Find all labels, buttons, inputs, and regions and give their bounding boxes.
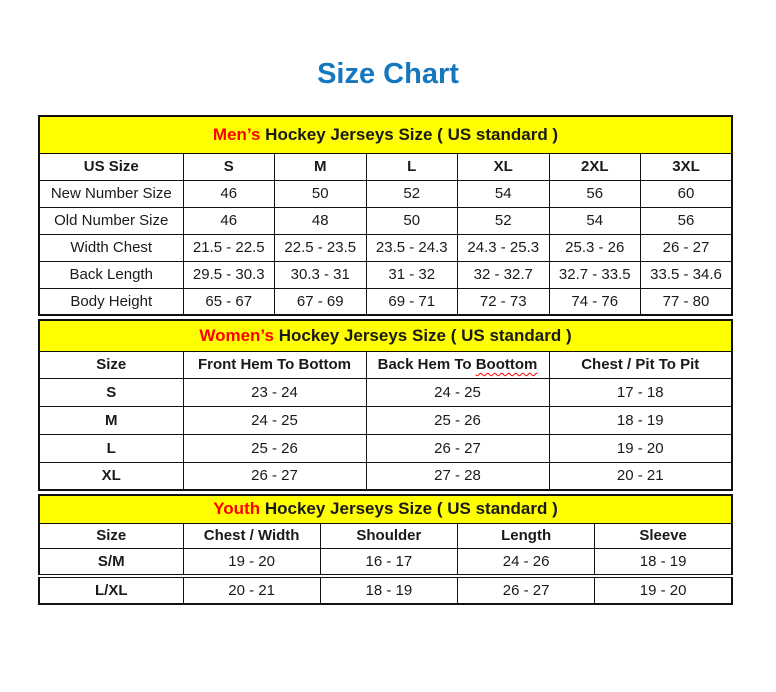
table-cell: 22.5 - 23.5 — [275, 234, 367, 261]
row-label: New Number Size — [39, 180, 183, 207]
table-cell: 19 - 20 — [595, 576, 732, 604]
misspelled-word-squiggle: Boottom — [475, 356, 538, 373]
table-row — [39, 406, 732, 434]
mens-size-table — [38, 115, 733, 316]
column-header — [366, 351, 549, 378]
caption-rest-text: Hockey Jerseys Size ( US standard ) — [260, 499, 558, 519]
table-cell: 31 - 32 — [366, 261, 458, 288]
table-cell: 69 - 71 — [366, 288, 458, 315]
row-label: Back Length — [39, 261, 183, 288]
table-cell: 18 - 19 — [549, 406, 732, 434]
column-header: Chest / Width — [183, 523, 320, 548]
row-label: XL — [39, 462, 183, 490]
column-header: 2XL — [549, 153, 641, 180]
page-title: Size Chart — [317, 58, 459, 90]
table-row — [39, 576, 732, 604]
table-cell: 24 - 26 — [458, 548, 595, 576]
table-cell: 54 — [549, 207, 641, 234]
row-label: S/M — [39, 548, 183, 576]
table-cell: 17 - 18 — [549, 378, 732, 406]
section-caption-row — [39, 495, 732, 523]
table-cell: 24.3 - 25.3 — [458, 234, 550, 261]
mens-size-section — [38, 115, 733, 316]
table-cell: 20 - 21 — [549, 462, 732, 490]
row-label: S — [39, 378, 183, 406]
youth-size-section — [38, 494, 733, 605]
table-cell: 23 - 24 — [183, 378, 366, 406]
table-row — [39, 180, 732, 207]
row-label: Old Number Size — [39, 207, 183, 234]
row-label: Body Height — [39, 288, 183, 315]
caption-highlight-text: Men’s — [212, 124, 261, 144]
womens-table-caption — [39, 320, 732, 351]
row-label: L — [39, 434, 183, 462]
table-cell: 77 - 80 — [641, 288, 733, 315]
row-label: M — [39, 406, 183, 434]
table-cell: 19 - 20 — [183, 548, 320, 576]
section-caption-row — [39, 320, 732, 351]
table-cell: 56 — [641, 207, 733, 234]
column-header: US Size — [39, 153, 183, 180]
table-cell: 24 - 25 — [183, 406, 366, 434]
column-header-prefix: Back Hem To — [377, 356, 476, 373]
table-cell: 30.3 - 31 — [275, 261, 367, 288]
table-cell: 67 - 69 — [275, 288, 367, 315]
youth-size-table — [38, 494, 733, 605]
column-header: S — [183, 153, 275, 180]
table-cell: 50 — [275, 180, 367, 207]
column-header: Size — [39, 523, 183, 548]
table-cell: 19 - 20 — [549, 434, 732, 462]
table-cell: 72 - 73 — [458, 288, 550, 315]
table-cell: 23.5 - 24.3 — [366, 234, 458, 261]
column-header: Size — [39, 351, 183, 378]
column-header: Shoulder — [320, 523, 457, 548]
table-row — [39, 434, 732, 462]
column-header: Sleeve — [595, 523, 732, 548]
table-cell: 18 - 19 — [320, 576, 457, 604]
table-cell: 21.5 - 22.5 — [183, 234, 275, 261]
table-cell: 56 — [549, 180, 641, 207]
table-cell: 65 - 67 — [183, 288, 275, 315]
table-cell: 74 - 76 — [549, 288, 641, 315]
table-cell: 26 - 27 — [366, 434, 549, 462]
table-cell: 25 - 26 — [366, 406, 549, 434]
table-cell: 16 - 17 — [320, 548, 457, 576]
column-header: Chest / Pit To Pit — [549, 351, 732, 378]
table-cell: 20 - 21 — [183, 576, 320, 604]
table-cell: 18 - 19 — [595, 548, 732, 576]
column-header: 3XL — [641, 153, 733, 180]
table-cell: 25.3 - 26 — [549, 234, 641, 261]
table-cell: 50 — [366, 207, 458, 234]
table-cell: 52 — [366, 180, 458, 207]
column-header-row — [39, 153, 732, 180]
youth-table-caption — [39, 495, 732, 523]
table-row — [39, 207, 732, 234]
column-header: L — [366, 153, 458, 180]
column-header-row — [39, 523, 732, 548]
table-cell: 52 — [458, 207, 550, 234]
table-cell: 25 - 26 — [183, 434, 366, 462]
table-cell: 27 - 28 — [366, 462, 549, 490]
caption-highlight-text: Women’s — [199, 325, 274, 345]
table-cell: 46 — [183, 207, 275, 234]
table-cell: 54 — [458, 180, 550, 207]
table-row — [39, 234, 732, 261]
table-cell: 26 - 27 — [183, 462, 366, 490]
table-cell: 46 — [183, 180, 275, 207]
row-label: L/XL — [39, 576, 183, 604]
table-row — [39, 378, 732, 406]
column-header-row — [39, 351, 732, 378]
table-cell: 32.7 - 33.5 — [549, 261, 641, 288]
column-header: Length — [458, 523, 595, 548]
table-cell: 26 - 27 — [641, 234, 733, 261]
table-cell: 29.5 - 30.3 — [183, 261, 275, 288]
caption-highlight-text: Youth — [213, 499, 261, 519]
table-row — [39, 548, 732, 576]
caption-rest-text: Hockey Jerseys Size ( US standard ) — [273, 325, 572, 345]
caption-rest-text: Hockey Jerseys Size ( US standard ) — [260, 124, 559, 144]
table-cell: 48 — [275, 207, 367, 234]
mens-table-caption — [39, 116, 732, 153]
womens-size-table — [38, 319, 733, 491]
column-header: M — [275, 153, 367, 180]
table-cell: 33.5 - 34.6 — [641, 261, 733, 288]
table-row — [39, 288, 732, 315]
row-label: Width Chest — [39, 234, 183, 261]
size-chart-tables — [38, 115, 733, 605]
column-header: Front Hem To Bottom — [183, 351, 366, 378]
table-cell: 24 - 25 — [366, 378, 549, 406]
womens-size-section — [38, 319, 733, 491]
table-row — [39, 261, 732, 288]
section-caption-row — [39, 116, 732, 153]
table-cell: 26 - 27 — [458, 576, 595, 604]
column-header: XL — [458, 153, 550, 180]
table-cell: 32 - 32.7 — [458, 261, 550, 288]
table-cell: 60 — [641, 180, 733, 207]
table-row — [39, 462, 732, 490]
